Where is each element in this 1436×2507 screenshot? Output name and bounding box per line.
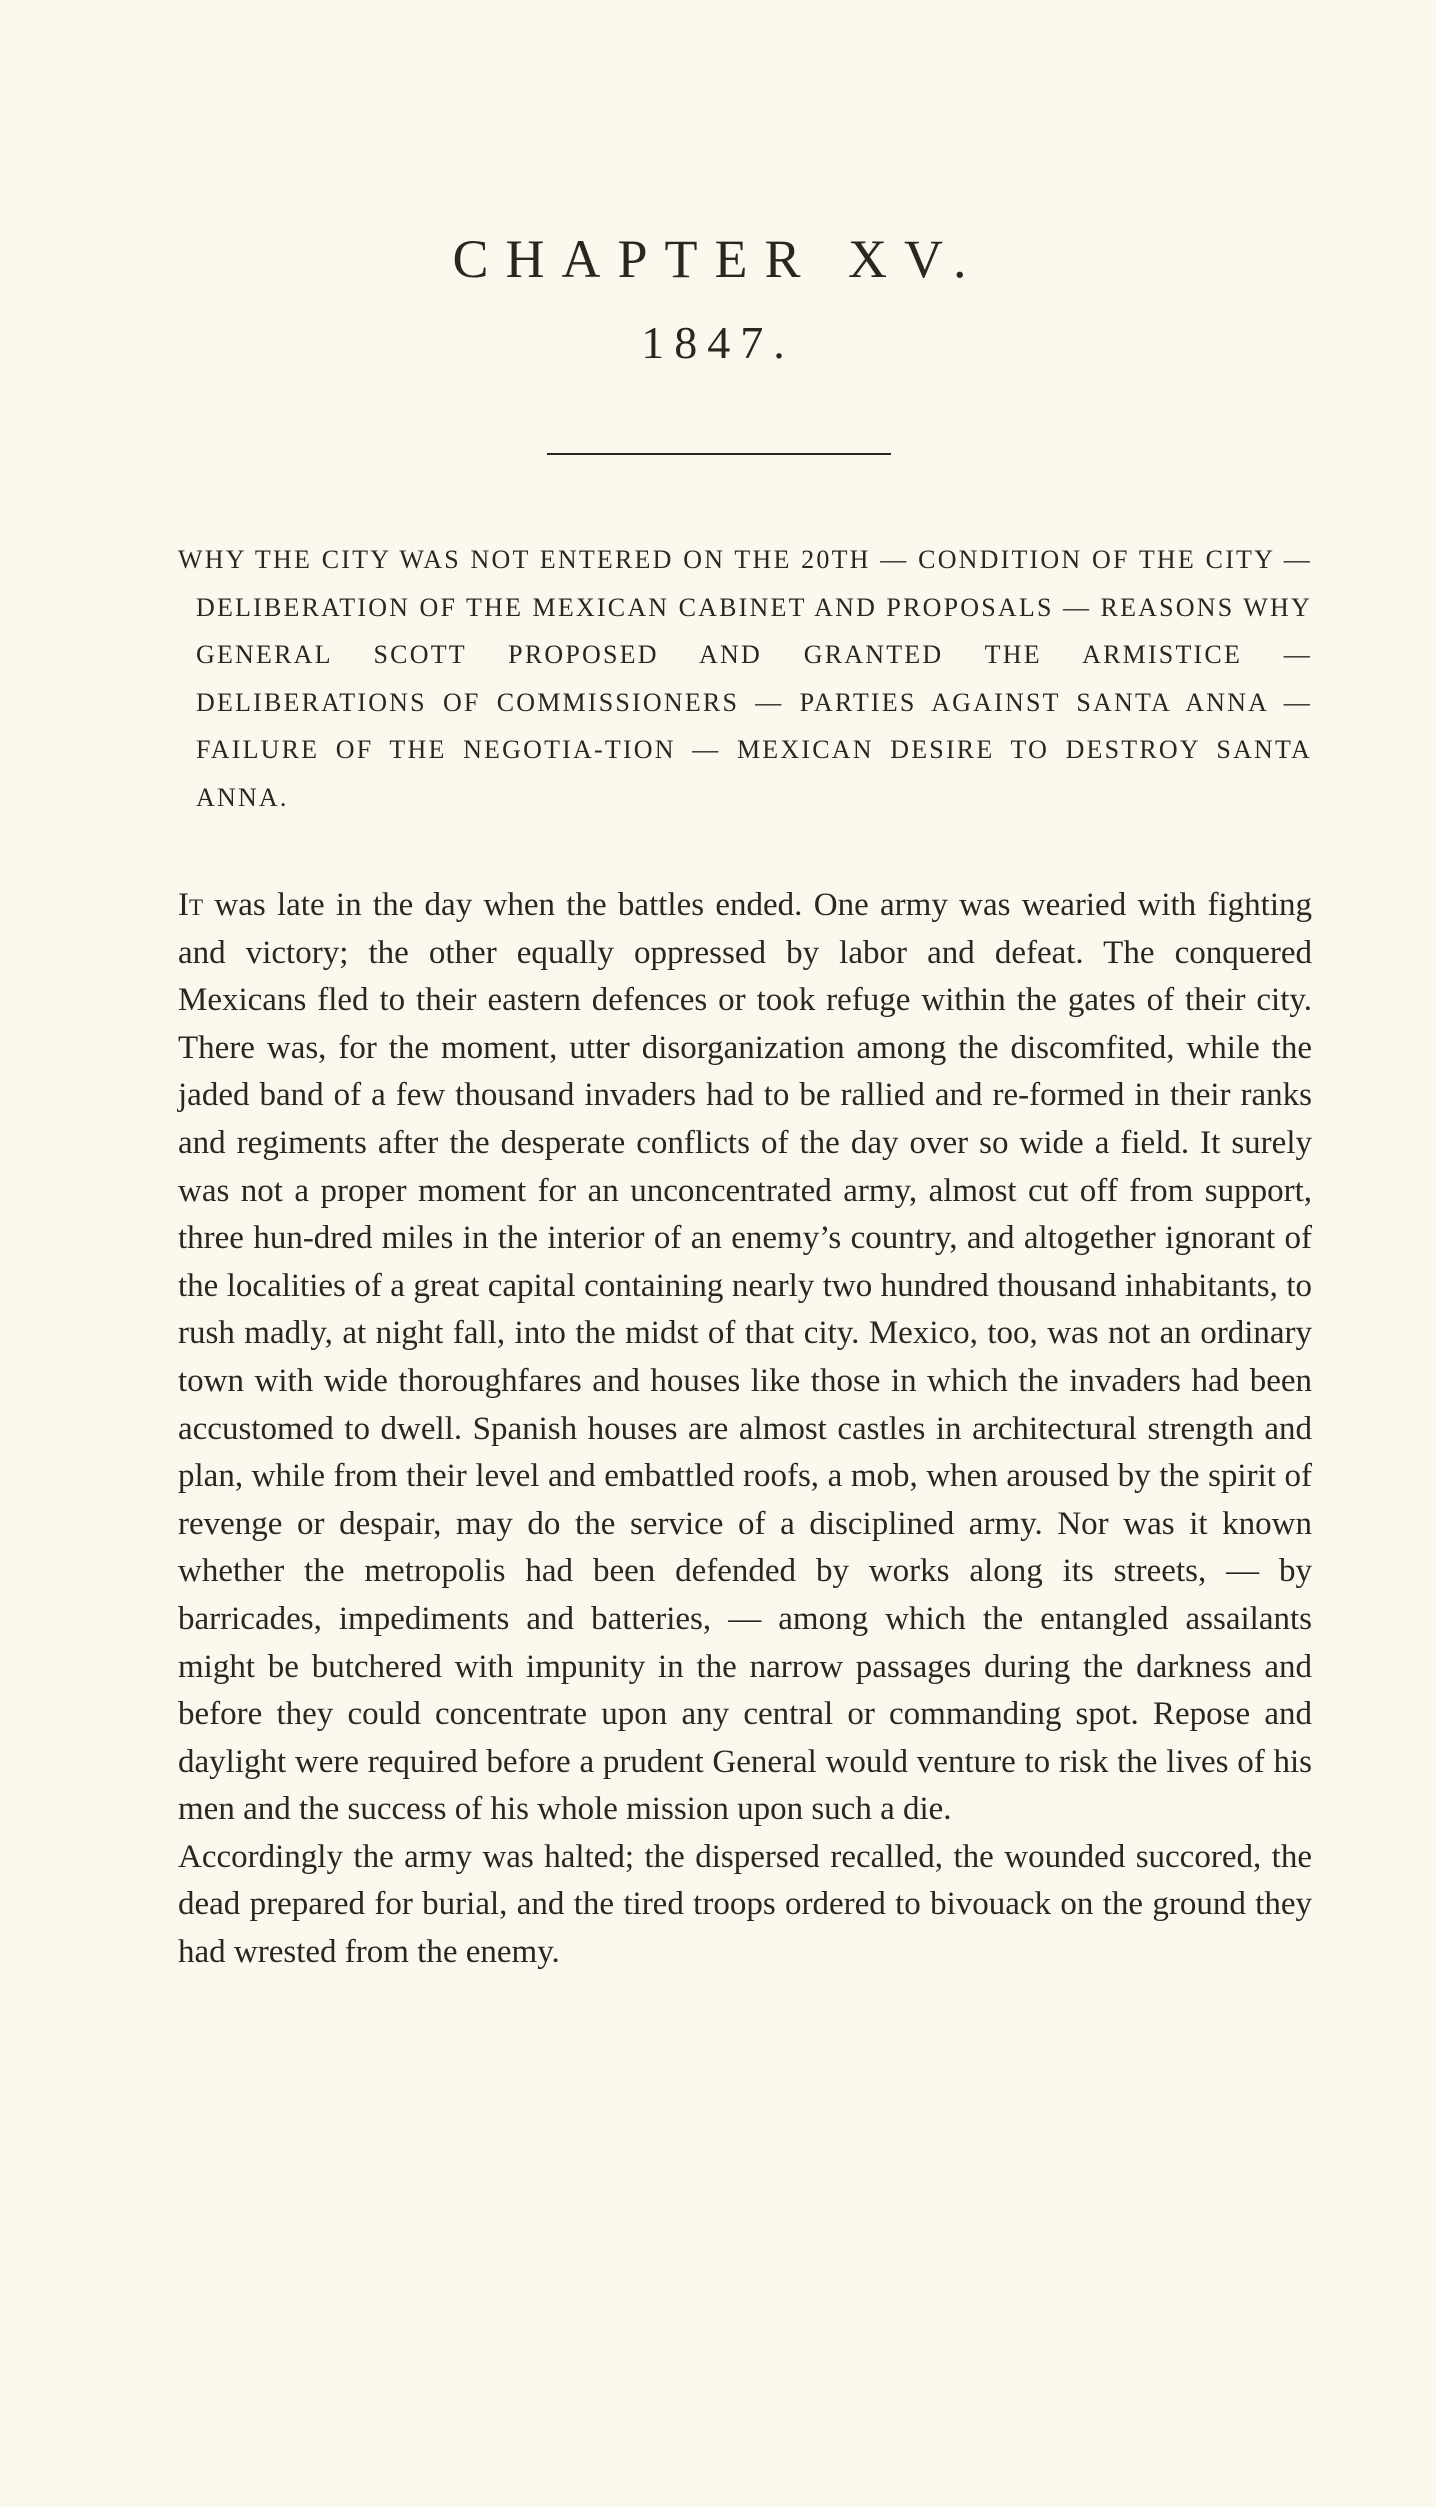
- chapter-year: 1847.: [641, 317, 795, 368]
- paragraph-2-text: Accordingly the army was halted; the dispersed recalled, the wounded succored, the dead prepared for burial, and the tired troops ordered to bivouack on the ground they had wrested from the enemy.: [178, 1838, 1312, 1971]
- chapter-summary: WHY THE CITY WAS NOT ENTERED ON THE 20TH — CONDITION OF THE CITY — DELIBERATION OF THE MEXICAN CABINET AND PROPOSALS — REASONS WHY GENERAL SCOTT PROPOSED AND GRANTED THE ARMISTICE — DELIBERATIONS OF COMMISSIONERS — PARTIES AGAINST SANTA ANNA — FAILURE OF THE NEGOTIA-TION — MEXICAN DESIRE TO DESTROY SANTA ANNA.: [178, 545, 1312, 812]
- chapter-heading: CHAPTER XV.: [452, 229, 984, 289]
- chapter-body: [178, 882, 1312, 1977]
- heading-rule: [547, 453, 891, 455]
- paragraph-1: [178, 882, 1312, 1834]
- paragraph-lead-word: It: [178, 887, 204, 923]
- paragraph-1-text: was late in the day when the battles ended. One army was wearied with fighting and victory; the other equally oppressed by labor and defeat. The conquered Mexicans fled to their eastern defences or took refuge within the gates of their city. There was, for the moment, utter disorganization among the discomfited, while the jaded band of a few thousand invaders had to be rallied and re-formed in their ranks and regiments after the desperate conflicts of the day over so wide a field. It surely was not a proper moment for an unconcentrated army, almost cut off from support, three hun-dred miles in the interior of an enemy’s country, and altogether ignorant of the localities of a great capital containing nearly two hundred thousand inhabitants, to rush madly, at night fall, into the midst of that city. Mexico, too, was not an ordinary town with wide thoroughfares and houses like those in which the invaders had been accustomed to dwell. Spanish houses are almost castles in architectural strength and plan, while from their level and embattled roofs, a mob, when aroused by the spirit of revenge or despair, may do the service of a disciplined army. Nor was it known whether the metropolis had been defended by works along its streets, — by barricades, impediments and batteries, — among which the entangled assailants might be butchered with impunity in the narrow passages during the darkness and before they could concentrate upon any central or commanding spot. Repose and daylight were required before a prudent General would venture to risk the lives of his men and the success of his whole mission upon such a die.: [178, 887, 1312, 1828]
- paragraph-2: [178, 1834, 1312, 1977]
